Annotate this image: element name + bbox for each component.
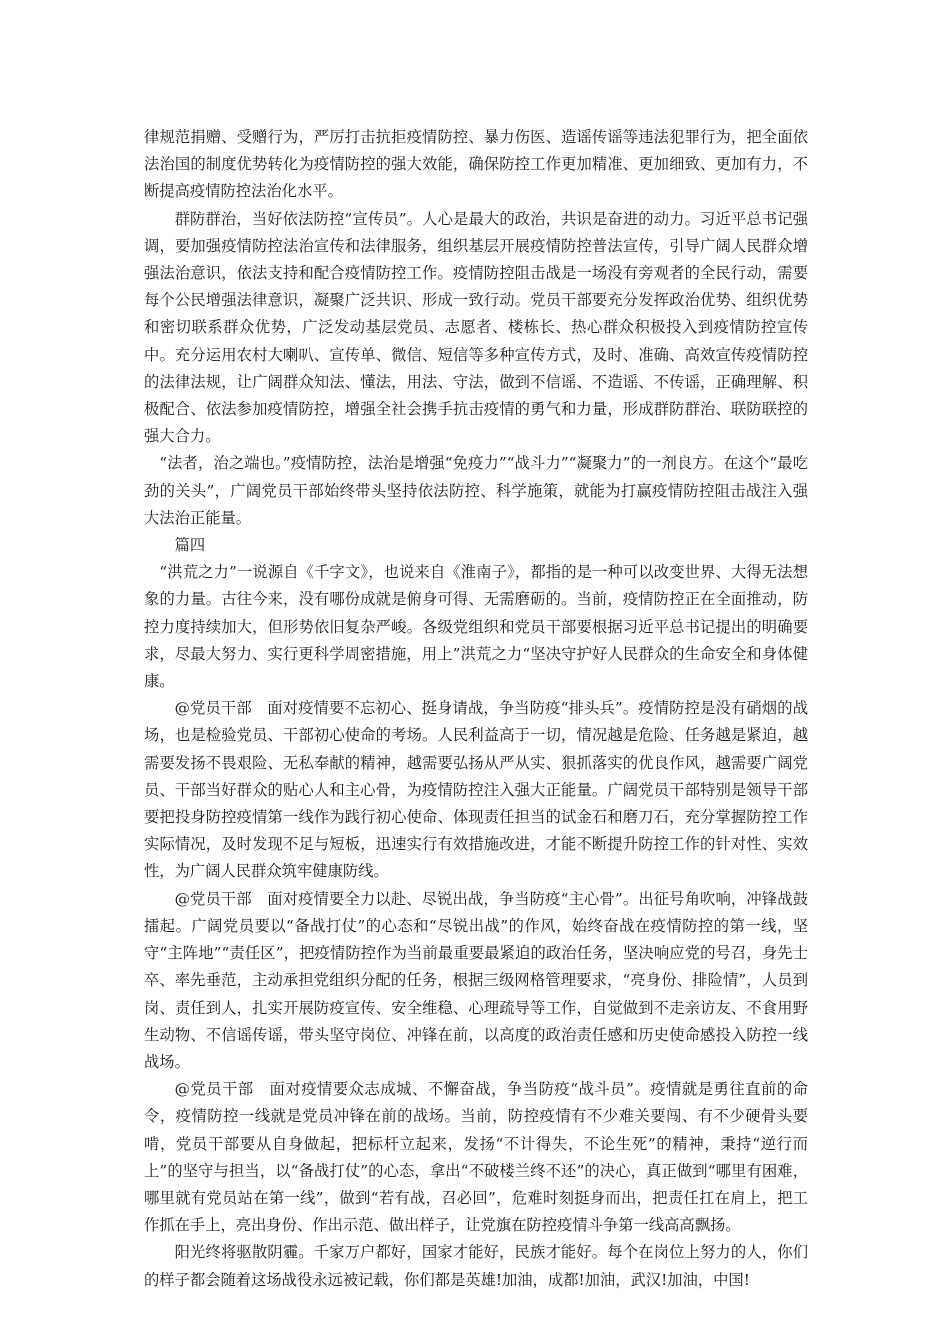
paragraph-5: @党员干部 面对疫情要不忘初心、挺身请战，争当防疫“排头兵”。疫情防控是没有硝烟的战场，也是检验党员、干部初心使命的考场。人民利益高于一切，情况越是危险、任务越是紧迫，越需要发扬不畏艰险、无私奉献的精神，越需要弘扬从严从实、狠抓落实的优良作风，越需要广阔党员、干部当好群众的贴心人和主心骨，为疫情防控注入强大正能量。广阔党员干部特别是领导干部要把投身防控疫情第一线作为践行初心使命、体现责任担当的试金石和磨刀石，充分掌握防控工作实际情况，及时发现不足与短板，迅速实行有效措施改进，才能不断提升防控工作的针对性、实效性，为广阔人民群众筑牢健康防线。 <box>144 699 808 881</box>
paragraph-2: 群防群治，当好依法防控“宣传员”。人心是最大的政治，共识是奋进的动力。习近平总书记强调，要加强疫情防控法治宣传和法律服务，组织基层开展疫情防控普法宣传，引导广阔人民群众增强法治意识，依法支持和配合疫情防控工作。疫情防控阻击战是一场没有旁观者的全民行动，需要每个公民增强法律意识，凝聚广泛共识、形成一致行动。党员干部要充分发挥政治优势、组织优势和密切联系群众优势，广泛发动基层党员、志愿者、楼栋长、热心群众积极投入到疫情防控宣传中。充分运用农村大喇叭、宣传单、微信、短信等多种宣传方式，及时、准确、高效宣传疫情防控的法律法规，让广阔群众知法、懂法，用法、守法，做到不信谣、不造谣、不传谣，正确理解、积极配合、依法参加疫情防控，增强全社会携手抗击疫情的勇气和力量，形成群防群治、联防联控的强大合力。 <box>144 209 808 446</box>
paragraph-3: “法者，治之端也。”疫情防控，法治是增强“免疫力”“战斗力”“凝聚力”的一剂良方。在这个“最吃劲的关头”，广阔党员干部始终带头坚持依法防控、科学施策，就能为打赢疫情防控阻击战注入强大法治正能量。 <box>144 454 808 527</box>
paragraph-6: @党员干部 面对疫情要全力以赴、尽锐出战，争当防疫“主心骨”。出征号角吹响，冲锋战鼓擂起。广阔党员要以“备战打仗”的心态和“尽锐出战”的作风，始终奋战在疫情防控的第一线，坚守“主阵地”“责任区”，把疫情防控作为当前最重要最紧迫的政治任务，坚决响应党的号召，身先士卒、率先垂范，主动承担党组织分配的任务，根据三级网格管理要求，“亮身份、排险情”，人员到岗、责任到人，扎实开展防疫宣传、安全维稳、心理疏导等工作，自觉做到不走亲访友、不食用野生动物、不信谣传谣，带头坚守岗位、冲锋在前，以高度的政治责任感和历史使命感投入防控一线战场。 <box>144 889 808 1071</box>
section-heading: 篇四 <box>174 536 206 555</box>
paragraph-1: 律规范捐赠、受赠行为，严厉打击抗拒疫情防控、暴力伤医、造谣传谣等违法犯罪行为，把全面依法治国的制度优势转化为疫情防控的强大效能，确保防控工作更加精准、更加细致、更加有力，不断提高疫情防控法治化水平。 <box>144 128 808 201</box>
document-page <box>144 124 808 1294</box>
paragraph-8: 阳光终将驱散阴霾。千家万户都好，国家才能好，民族才能好。每个在岗位上努力的人，你们的样子都会随着这场战役永远被记载，你们都是英雄!加油，成都!加油，武汉!加油，中国! <box>144 1243 808 1289</box>
paragraph-7: @党员干部 面对疫情要众志成城、不懈奋战，争当防疫“战斗员”。疫情就是勇往直前的命令，疫情防控一线就是党员冲锋在前的战场。当前，防控疫情有不少难关要闯、有不少硬骨头要啃，党员干部要从自身做起，把标杆立起来，发扬“不计得失，不论生死”的精神，秉持“逆行而上”的坚守与担当，以“备战打仗”的心态，拿出“不破楼兰终不还”的决心，真正做到“哪里有困难，哪里就有党员站在第一线”，做到“若有战，召必回”，危难时刻挺身而出，把责任扛在肩上，把工作抓在手上，亮出身份、作出示范、做出样子，让党旗在防控疫情斗争第一线高高飘扬。 <box>144 1080 808 1235</box>
paragraph-4: “洪荒之力”一说源自《千字文》，也说来自《淮南子》，都指的是一种可以改变世界、大得无法想象的力量。古往今来，没有哪份成就是俯身可得、无需磨砺的。当前，疫情防控正在全面推动，防控力度持续加大，但形势依旧复杂严峻。各级党组织和党员干部要根据习近平总书记提出的明确要求，尽最大努力、实行更科学周密措施，用上”洪荒之力“坚决守护好人民群众的生命安全和身体健康。 <box>144 563 808 691</box>
